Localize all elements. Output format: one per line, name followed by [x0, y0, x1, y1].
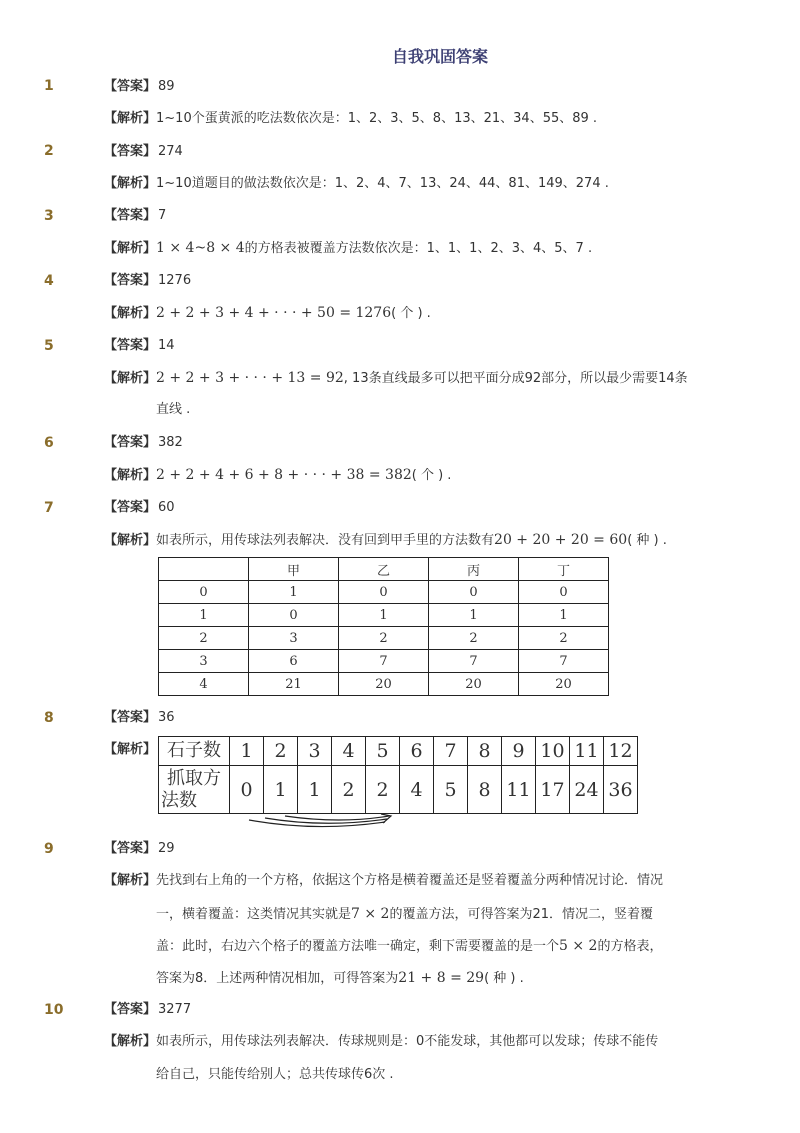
answer-line: [104, 492, 720, 524]
table-cell: 3: [159, 650, 249, 673]
answer-value: 7: [158, 208, 167, 223]
table-cell: 3: [298, 737, 332, 766]
analysis-text: ( 种 ) .: [627, 533, 667, 548]
table-cell: 5: [366, 737, 400, 766]
answer-tag: 【答案】: [104, 273, 157, 288]
table-header-cell: [159, 558, 249, 581]
analysis-continuation: [156, 930, 662, 963]
analysis-math: 2 + 2 + 4 + 6 + 8 + · · · + 38 = 382: [156, 467, 412, 483]
table-cell: 1: [519, 604, 609, 627]
table-cell: 24: [570, 766, 604, 814]
analysis-tag: 【解析】: [104, 306, 157, 321]
table-header-cell: 石子数: [159, 737, 230, 766]
analysis-tag: 【解析】: [104, 111, 157, 126]
table-cell: 1: [429, 604, 519, 627]
analysis-math: 2 + 2 + 3 + 4 + · · · + 50 = 1276: [156, 305, 392, 321]
table-header-row: [159, 558, 609, 581]
table-cell: 17: [536, 766, 570, 814]
analysis-line: [104, 459, 720, 492]
table-cell: 8: [468, 737, 502, 766]
analysis-continuation: [156, 962, 524, 995]
answer-value: 29: [158, 841, 175, 856]
answer-value: 60: [158, 500, 175, 515]
table-cell: 20: [339, 673, 429, 696]
answer-tag: 【答案】: [104, 841, 157, 856]
table-cell: 1: [230, 737, 264, 766]
table-cell: 20: [519, 673, 609, 696]
analysis-tag: 【解析】: [104, 241, 157, 256]
table-cell: 7: [339, 650, 429, 673]
table-cell: 0: [519, 581, 609, 604]
table-cell: 6: [249, 650, 339, 673]
analysis-continuation: [156, 898, 653, 931]
pass-ball-table: [158, 557, 609, 696]
answer-tag: 【答案】: [104, 338, 157, 353]
table-cell: 7: [434, 737, 468, 766]
question-number: 3: [44, 208, 54, 224]
answer-line: [104, 330, 720, 362]
analysis-tag: 【解析】: [104, 873, 157, 888]
answer-line: [104, 200, 720, 232]
analysis-text: 先找到右上角的一个方格，依据这个方格是横着覆盖还是竖着覆盖分两种情况讨论．情况: [156, 873, 664, 888]
answer-tag: 【答案】: [104, 500, 157, 515]
table-header-cell: [159, 766, 230, 814]
analysis-line: [104, 524, 720, 557]
analysis-text: 的方格表被覆盖方法数依次是：1、1、1、2、3、4、5、7 .: [244, 241, 593, 256]
analysis-tag: 【解析】: [104, 1034, 157, 1049]
analysis-math: 5 × 2: [559, 938, 598, 954]
analysis-text: ( 种 ) .: [484, 971, 524, 986]
table-header-cell: 甲: [249, 558, 339, 581]
table-cell: 5: [434, 766, 468, 814]
table-cell: 0: [339, 581, 429, 604]
answer-line: [104, 71, 720, 103]
analysis-line: [104, 232, 720, 265]
analysis-text: 的覆盖方法，可得答案为21．情况二，竖着覆: [389, 907, 654, 922]
table-cell: 11: [502, 766, 536, 814]
answer-value: 3277: [158, 1002, 192, 1017]
table-cell: 21: [249, 673, 339, 696]
header-line: 抓取方: [167, 767, 221, 789]
analysis-tag: 【解析】: [104, 533, 157, 548]
table-cell: 4: [400, 766, 434, 814]
table-cell: 20: [429, 673, 519, 696]
analysis-tag: 【解析】: [104, 468, 157, 483]
analysis-line: [104, 1026, 720, 1058]
answer-line: [104, 265, 720, 297]
analysis-math: 1 × 4~8 × 4: [156, 240, 245, 256]
page-title: 自我巩固答案: [391, 47, 488, 66]
answer-line: [104, 833, 720, 865]
answer-value: 1276: [158, 273, 192, 288]
analysis-line: [104, 362, 720, 395]
table-row: [159, 737, 638, 766]
table-cell: 3: [249, 627, 339, 650]
analysis-tag: 【解析】: [104, 176, 157, 191]
analysis-line: [104, 297, 720, 330]
answer-value: 274: [158, 144, 183, 159]
table-cell: 7: [429, 650, 519, 673]
table-cell: 0: [249, 604, 339, 627]
analysis-text: 如表所示，用传球法列表解决．传球规则是：0不能发球，其他都可以发球；传球不能传: [156, 1034, 659, 1049]
answer-value: 14: [158, 338, 175, 353]
analysis-tag: 【解析】: [104, 371, 157, 386]
answer-line: [104, 702, 720, 734]
question-number: 7: [44, 500, 54, 516]
analysis-text: 1~10道题目的做法数依次是：1、2、4、7、13、24、44、81、149、274 .: [156, 176, 609, 191]
table-cell: 8: [468, 766, 502, 814]
analysis-text: 的方格表，: [597, 939, 663, 954]
analysis-math: 21 + 8 = 29: [398, 970, 485, 986]
answer-tag: 【答案】: [104, 435, 157, 450]
table-cell: 1: [249, 581, 339, 604]
answer-tag: 【答案】: [104, 208, 157, 223]
table-cell: 2: [264, 737, 298, 766]
table-row: [159, 673, 609, 696]
answer-tag: 【答案】: [104, 1002, 157, 1017]
header-line: 法数: [161, 789, 197, 811]
analysis-line: [104, 865, 720, 897]
analysis-tag: 【解析】: [104, 742, 157, 757]
analysis-continuation: 给自己，只能传给别人；总共传球传6次 .: [156, 1067, 394, 1082]
table-cell: 2: [339, 627, 429, 650]
question-number: 4: [44, 273, 54, 289]
question-number: 8: [44, 710, 54, 726]
table-row: [159, 766, 638, 814]
table-cell: 1: [339, 604, 429, 627]
table-cell: 4: [332, 737, 366, 766]
table-cell: 6: [400, 737, 434, 766]
table-cell: 0: [429, 581, 519, 604]
answer-line: [104, 136, 720, 168]
question-number: 6: [44, 435, 54, 451]
answer-value: 89: [158, 79, 175, 94]
table-cell: 2: [429, 627, 519, 650]
answer-tag: 【答案】: [104, 79, 157, 94]
table-row: [159, 627, 609, 650]
table-cell: 2: [366, 766, 400, 814]
answer-tag: 【答案】: [104, 144, 157, 159]
table-cell: 12: [604, 737, 638, 766]
table-cell: 1: [264, 766, 298, 814]
table-cell: 1: [298, 766, 332, 814]
analysis-text: 一，横着覆盖：这类情况其实就是: [156, 907, 352, 922]
question-number: 5: [44, 338, 54, 354]
analysis-continuation: 直线 .: [156, 402, 191, 417]
table-row: [159, 650, 609, 673]
table-cell: 9: [502, 737, 536, 766]
table-cell: 7: [519, 650, 609, 673]
table-cell: 2: [159, 627, 249, 650]
table-cell: 0: [230, 766, 264, 814]
table-header-cell: 丙: [429, 558, 519, 581]
table-cell: 0: [159, 581, 249, 604]
table-cell: 1: [159, 604, 249, 627]
answer-value: 36: [158, 710, 175, 725]
question-number: 2: [44, 143, 54, 159]
table-cell: 10: [536, 737, 570, 766]
question-number: 1: [44, 78, 54, 94]
analysis-math: 2 + 2 + 3 + · · · + 13 = 92: [156, 370, 344, 386]
table-cell: 11: [570, 737, 604, 766]
answer-line: [104, 994, 720, 1026]
table-cell: 2: [519, 627, 609, 650]
table-row: [159, 604, 609, 627]
question-number: 10: [44, 1002, 64, 1018]
analysis-math: 7 × 2: [351, 906, 390, 922]
analysis-text: ( 个 ) .: [411, 468, 452, 483]
analysis-line: [104, 168, 720, 200]
table-cell: 4: [159, 673, 249, 696]
table-header-cell: 丁: [519, 558, 609, 581]
answer-value: 382: [158, 435, 183, 450]
table-row: [159, 581, 609, 604]
analysis-text: 如表所示，用传球法列表解决．没有回到甲手里的方法数有: [156, 533, 495, 548]
analysis-line: [104, 103, 720, 135]
analysis-math: 20 + 20 + 20 = 60: [494, 532, 628, 548]
analysis-text: ( 个 ) .: [391, 306, 431, 321]
table-cell: 2: [332, 766, 366, 814]
answer-line: [104, 427, 720, 459]
answer-tag: 【答案】: [104, 710, 157, 725]
analysis-text: 1~10个蛋黄派的吃法数依次是：1、2、3、5、8、13、21、34、55、89 .: [156, 111, 598, 126]
analysis-text: 盖：此时，右边六个格子的覆盖方法唯一确定，剩下需要覆盖的是一个: [156, 939, 560, 954]
analysis-text: 答案为8．上述两种情况相加，可得答案为: [156, 971, 399, 986]
analysis-text: , 13条直线最多可以把平面分成92部分，所以最少需要14条: [343, 371, 688, 386]
question-number: 9: [44, 841, 54, 857]
table-header-cell: 乙: [339, 558, 429, 581]
table-cell: 36: [604, 766, 638, 814]
stone-table: [158, 736, 638, 814]
